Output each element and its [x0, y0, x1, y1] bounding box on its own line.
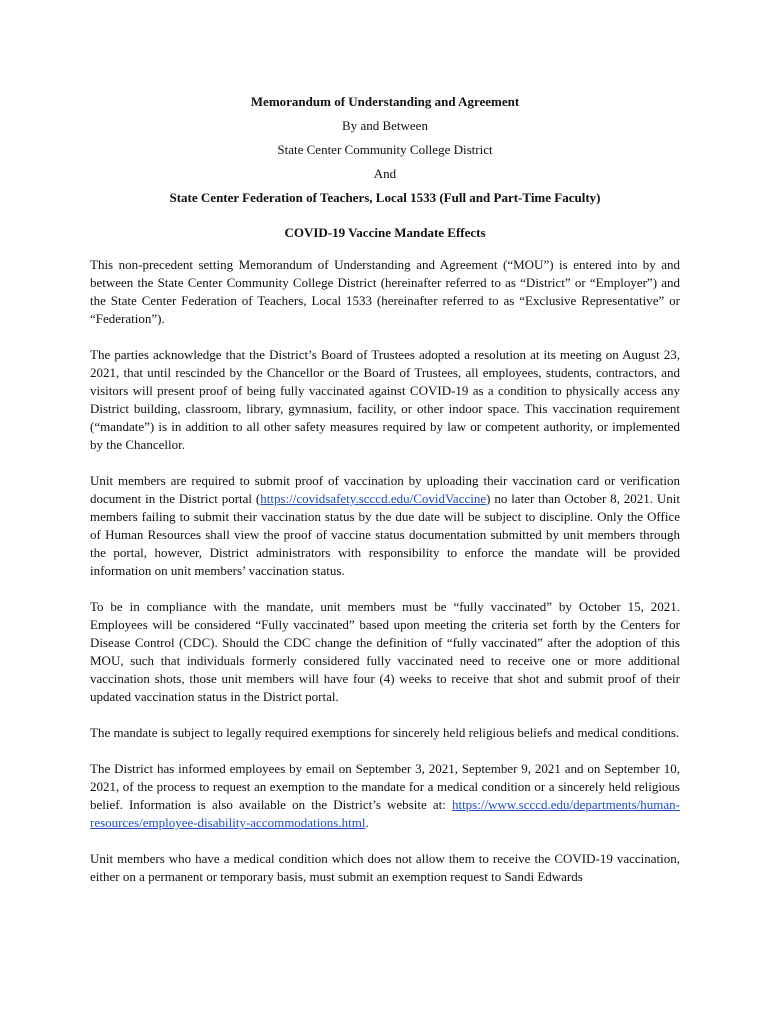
paragraph-medical-exemption: Unit members who have a medical condition which does not allow them to receive the COVID-19 vaccination, either on a permanent or temporary basis, must submit an exemption request to Sandi Edwards: [90, 851, 680, 884]
document-page: [90, 93, 680, 904]
paragraph-parties: This non-precedent setting Memorandum of Understanding and Agreement (“MOU”) is entered into by and between the State Center Community College District (hereinafter referred to as “District” or “Employer”) and the State Center Federation of Teachers, Local 1533 (hereinafter referred to as “Exclusive Representative” or “Federation”).: [90, 257, 680, 326]
paragraph-text: The District has informed employees by email on September 3, 2021, September 9, 2021 and on September 10, 2021, of the process to request an exemption to the mandate for a medical condition or a sincerely held religious belief. Information is also available on the District’s website at:: [90, 761, 680, 812]
paragraph-exemption-process: [90, 760, 680, 832]
paragraph-exemptions: The mandate is subject to legally required exemptions for sincerely held religious beliefs and medical conditions.: [90, 725, 680, 740]
party-one-name: State Center Community College District: [277, 142, 493, 157]
paragraph-text: .: [365, 815, 369, 830]
paragraph-text: Unit members are required to submit proof of vaccination by uploading their vaccination card or verification document in the District portal (: [90, 473, 680, 506]
and-line: And: [373, 166, 397, 181]
paragraph-text: ) no later than October 8, 2021. Unit members failing to submit their vaccination status by the due date will be subject to discipline. Only the Office of Human Resources shall view the proof of vaccine status documentation submitted by unit members through the portal, however, District administrators with responsibility to enforce the mandate will be provided information on unit members’ vaccination status.: [90, 491, 680, 578]
paragraph-board-resolution: The parties acknowledge that the District’s Board of Trustees adopted a resolution at its meeting on August 23, 2021, that until rescinded by the Chancellor or the Board of Trustees, all employees, students, contractors, and visitors will present proof of being fully vaccinated against COVID-19 as a condition to physically access any District building, classroom, library, gymnasium, facility, or other indoor space. This vaccination requirement (“mandate”) is in addition to all other safety measures required by law or competent authority, or implemented by the Chancellor.: [90, 347, 680, 452]
accommodations-link[interactable]: https://www.scccd.edu/departments/human-resources/employee-disability-accommodations.html: [90, 797, 680, 830]
vaccine-portal-link[interactable]: https://covidsafety.scccd.edu/CovidVaccine: [260, 491, 487, 506]
paragraph-compliance: To be in compliance with the mandate, unit members must be “fully vaccinated” by October 15, 2021. Employees will be considered “Fully vaccinated” based upon meeting the criteria set forth by the Centers for Disease Control (CDC). Should the CDC change the definition of “fully vaccinated” after the adoption of this MOU, such that individuals formerly considered fully vaccinated need to receive one or more additional vaccination shots, those unit members will have four (4) weeks to receive that shot and submit proof of their updated vaccination status in the District portal.: [90, 599, 680, 704]
by-and-between-line: By and Between: [342, 118, 428, 133]
document-subject: COVID-19 Vaccine Mandate Effects: [284, 225, 486, 240]
party-two-name: State Center Federation of Teachers, Local 1533 (Full and Part-Time Faculty): [169, 190, 601, 205]
document-title: Memorandum of Understanding and Agreement: [250, 94, 520, 109]
paragraph-proof-submission: [90, 472, 680, 580]
